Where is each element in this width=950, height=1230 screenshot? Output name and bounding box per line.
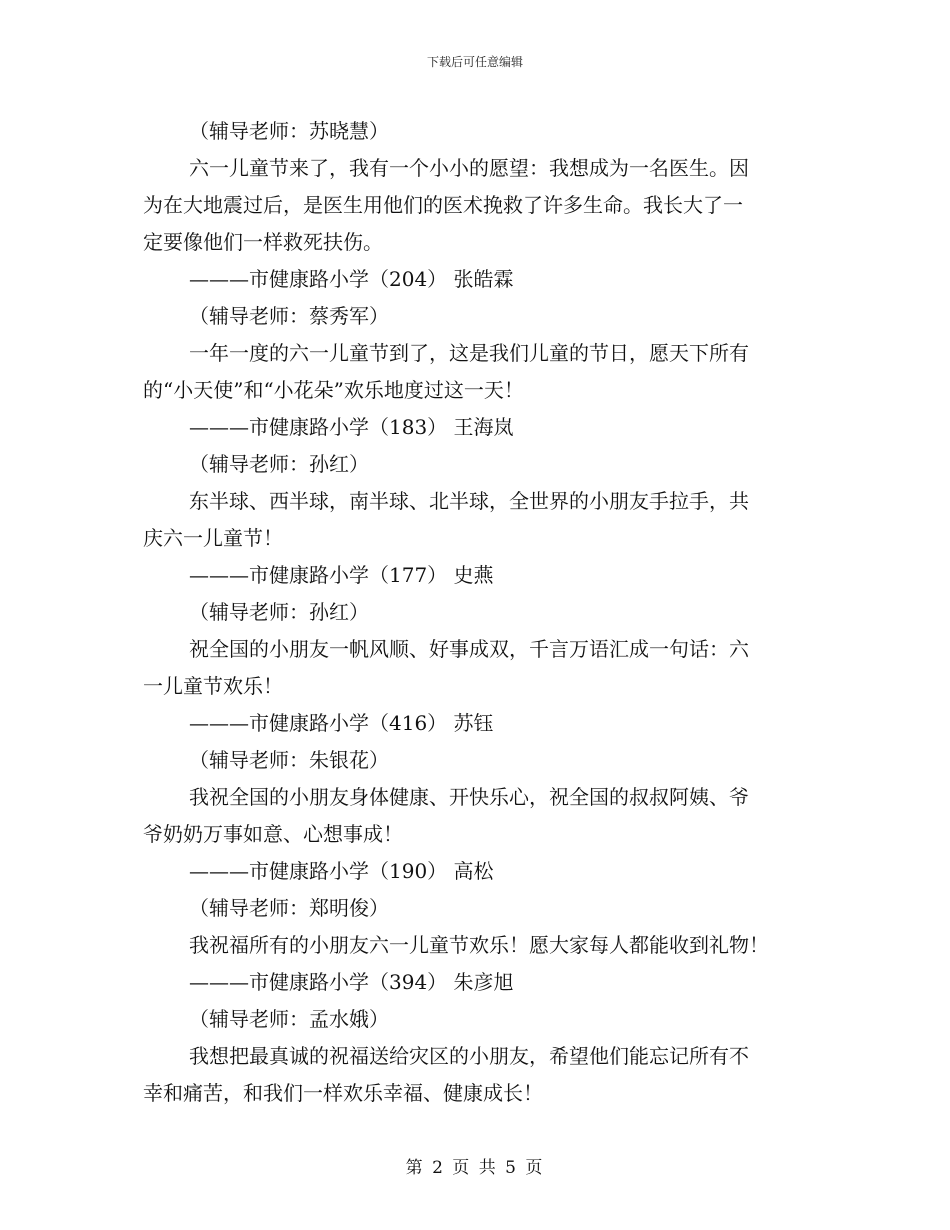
text-line: 我想把最真诚的祝福送给灾区的小朋友，希望他们能忘记所有不: [189, 1044, 749, 1068]
text-line: （辅导老师：苏晓慧）: [189, 119, 389, 143]
text-line: 一年一度的六一儿童节到了，这是我们儿童的节日，愿天下所有: [189, 341, 749, 365]
text-line: 幸和痛苦，和我们一样欢乐幸福、健康成长！: [143, 1081, 543, 1105]
text-line: （辅导老师：孟水娥）: [189, 1007, 389, 1031]
document-body: [143, 113, 813, 1112]
text-line: （辅导老师：郑明俊）: [189, 896, 389, 920]
text-line: 我祝福所有的小朋友六一儿童节欢乐！愿大家每人都能收到礼物！: [189, 933, 769, 957]
page-footer: 第 2 页 共 5 页: [405, 1158, 545, 1178]
page-header: 下载后可任意编辑: [426, 55, 523, 69]
text-line: （辅导老师：蔡秀军）: [189, 304, 389, 328]
text-line: 为在大地震过后，是医生用他们的医术挽救了许多生命。我长大了一: [143, 193, 743, 217]
text-line: ———市健康路小学（204） 张皓霖: [189, 267, 514, 291]
text-line: ———市健康路小学（394） 朱彦旭: [189, 970, 514, 994]
text-line: ———市健康路小学（183） 王海岚: [189, 415, 514, 439]
text-line: 一儿童节欢乐！: [143, 674, 283, 698]
text-line: 我祝全国的小朋友身体健康、开快乐心，祝全国的叔叔阿姨、爷: [189, 785, 749, 809]
text-line: 祝全国的小朋友一帆风顺、好事成双，千言万语汇成一句话：六: [189, 637, 749, 661]
text-line: （辅导老师：朱银花）: [189, 748, 389, 772]
text-line: 爷奶奶万事如意、心想事成！: [143, 822, 403, 846]
text-line: 定要像他们一样救死扶伤。: [143, 230, 383, 254]
text-line: 的“小天使”和“小花朵”欢乐地度过这一天！: [143, 378, 524, 402]
text-line: 东半球、西半球，南半球、北半球，全世界的小朋友手拉手，共: [189, 489, 749, 513]
text-line: （辅导老师：孙红）: [189, 452, 369, 476]
text-line: （辅导老师：孙红）: [189, 600, 369, 624]
text-line: ———市健康路小学（190） 高松: [189, 859, 494, 883]
text-line: 庆六一儿童节！: [143, 526, 283, 550]
text-line: 六一儿童节来了，我有一个小小的愿望：我想成为一名医生。因: [189, 156, 749, 180]
text-line: ———市健康路小学（416） 苏钰: [189, 711, 494, 735]
text-line: ———市健康路小学（177） 史燕: [189, 563, 494, 587]
